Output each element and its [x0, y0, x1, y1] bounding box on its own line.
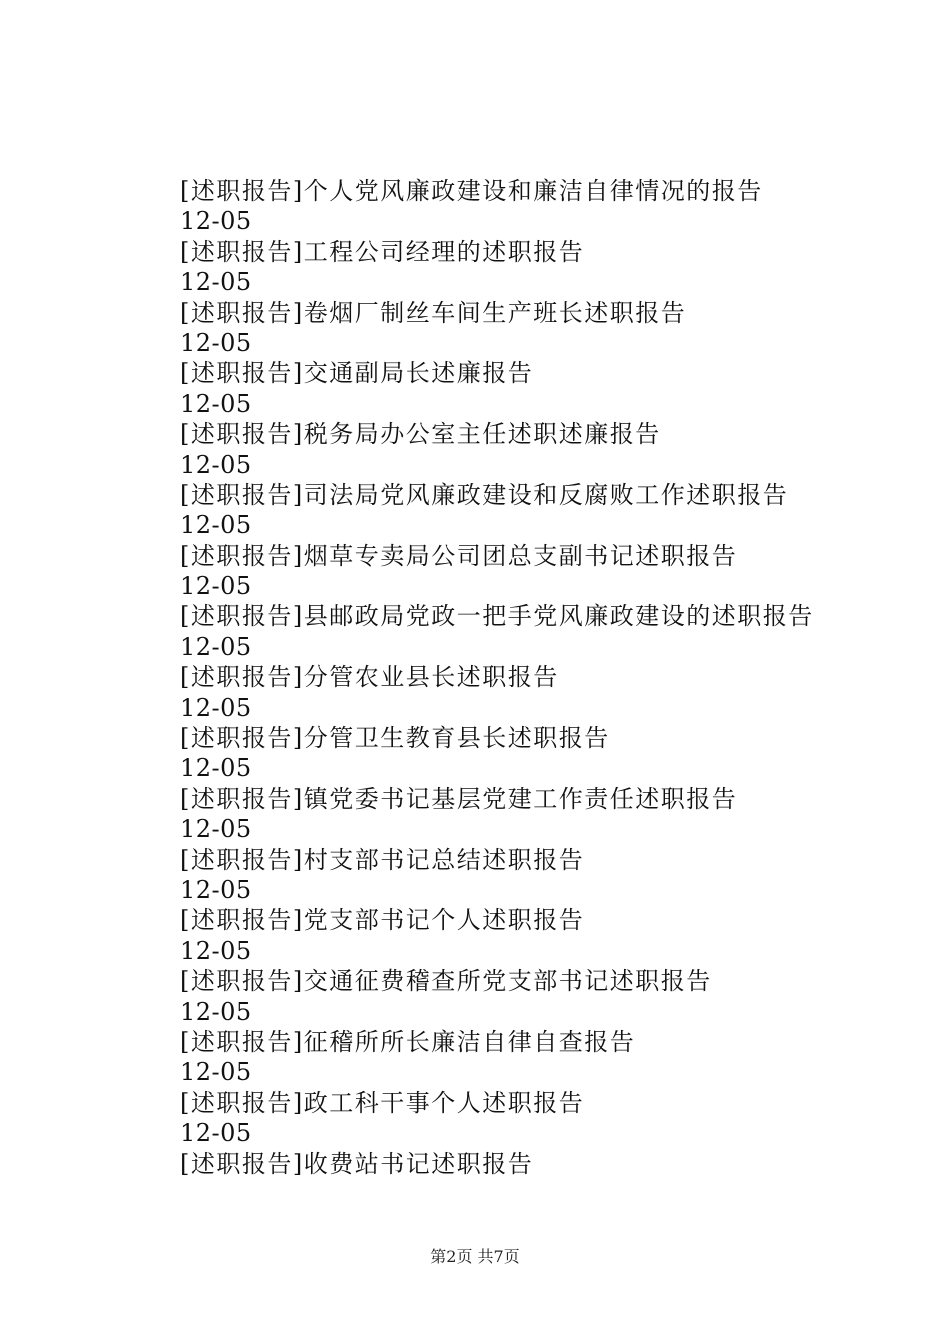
entry-date: 12-05 — [180, 632, 252, 661]
entry-date: 12-05 — [180, 875, 252, 904]
entry-date: 12-05 — [180, 754, 252, 783]
list-item — [180, 176, 880, 237]
entry-date: 12-05 — [180, 572, 252, 601]
entry-title[interactable]: [述职报告]征稽所所长廉洁自律自查报告 — [180, 1027, 636, 1056]
list-item — [180, 237, 880, 298]
list-item — [180, 541, 880, 602]
entry-date: 12-05 — [180, 1058, 252, 1087]
entry-title[interactable]: [述职报告]税务局办公室主任述职述廉报告 — [180, 420, 661, 449]
entry-date: 12-05 — [180, 207, 252, 236]
list-item — [180, 298, 880, 359]
list-item — [180, 966, 880, 1027]
entry-date: 12-05 — [180, 997, 252, 1026]
entry-title[interactable]: [述职报告]个人党风廉政建设和廉洁自律情况的报告 — [180, 177, 763, 205]
entry-title[interactable]: [述职报告]党支部书记个人述职报告 — [180, 906, 585, 935]
entry-title[interactable]: [述职报告]分管农业县长述职报告 — [180, 663, 559, 692]
entry-date: 12-05 — [180, 1119, 252, 1148]
entry-title[interactable]: [述职报告]政工科干事个人述职报告 — [180, 1088, 585, 1117]
list-item — [180, 480, 880, 541]
list-item — [180, 419, 880, 480]
list-item — [180, 845, 880, 906]
list-item — [180, 784, 880, 845]
list-item — [180, 905, 880, 966]
entry-title[interactable]: [述职报告]司法局党风廉政建设和反腐败工作述职报告 — [180, 480, 789, 509]
entry-title[interactable]: [述职报告]分管卫生教育县长述职报告 — [180, 724, 610, 753]
entry-date: 12-05 — [180, 450, 252, 479]
entry-date: 12-05 — [180, 389, 252, 418]
list-item — [180, 1149, 880, 1179]
entry-date: 12-05 — [180, 693, 252, 722]
entry-title[interactable]: [述职报告]村支部书记总结述职报告 — [180, 845, 585, 874]
list-item — [180, 358, 880, 419]
entry-title[interactable]: [述职报告]交通征费稽查所党支部书记述职报告 — [180, 967, 712, 996]
entry-list — [180, 176, 880, 1179]
entry-title[interactable]: [述职报告]烟草专卖局公司团总支副书记述职报告 — [180, 541, 738, 570]
page-number: 第2页 共7页 — [430, 1247, 520, 1266]
entry-title[interactable]: [述职报告]收费站书记述职报告 — [180, 1149, 534, 1178]
entry-title[interactable]: [述职报告]工程公司经理的述职报告 — [180, 237, 585, 266]
entry-title[interactable]: [述职报告]交通副局长述廉报告 — [180, 359, 534, 388]
list-item — [180, 723, 880, 784]
list-item — [180, 601, 880, 662]
entry-date: 12-05 — [180, 815, 252, 844]
entry-date: 12-05 — [180, 936, 252, 965]
list-item — [180, 662, 880, 723]
list-item — [180, 1027, 880, 1088]
entry-title[interactable]: [述职报告]镇党委书记基层党建工作责任述职报告 — [180, 784, 738, 813]
entry-date: 12-05 — [180, 328, 252, 357]
entry-title[interactable]: [述职报告]县邮政局党政一把手党风廉政建设的述职报告 — [180, 602, 814, 631]
entry-date: 12-05 — [180, 268, 252, 297]
list-item — [180, 1088, 880, 1149]
entry-title[interactable]: [述职报告]卷烟厂制丝车间生产班长述职报告 — [180, 298, 687, 327]
entry-date: 12-05 — [180, 511, 252, 540]
